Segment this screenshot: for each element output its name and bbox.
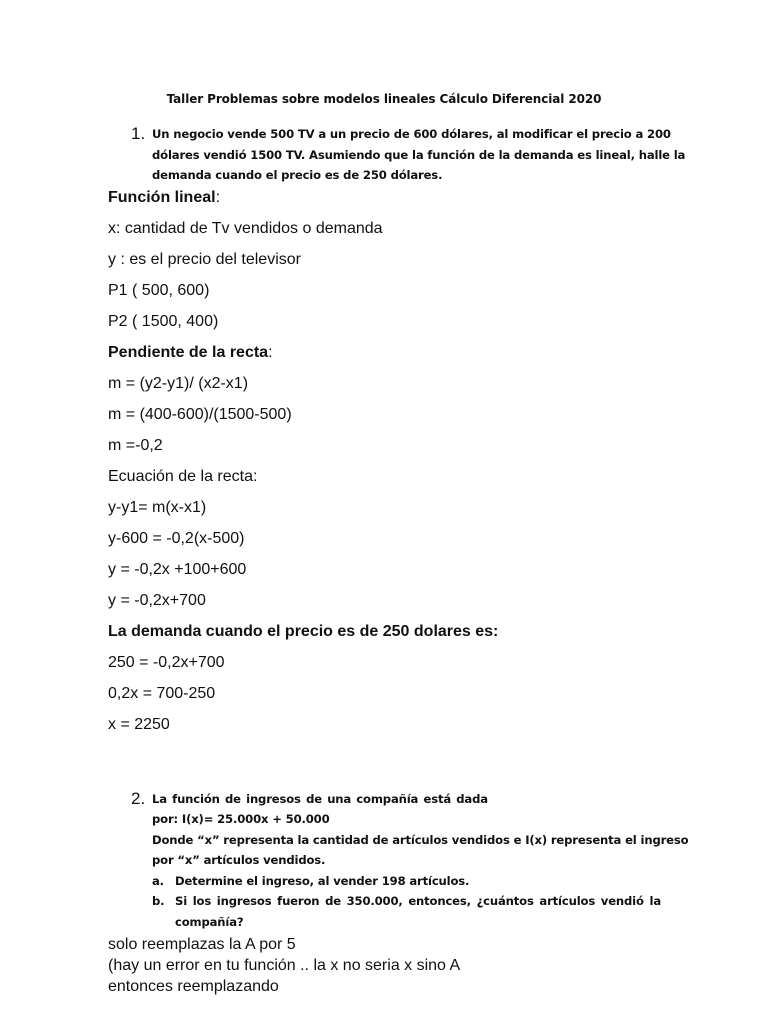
slope-substitution: m = (400-600)/(1500-500)	[108, 406, 292, 423]
problem-2-line-1	[152, 792, 488, 806]
problem-2-line-1-word: de	[306, 792, 322, 806]
demand-step-1: 250 = -0,2x+700	[108, 654, 225, 671]
item-b-label: b.	[152, 894, 165, 908]
problem-2-line-2: por: I(x)= 25.000x + 50.000	[152, 812, 330, 826]
point-2: P2 ( 1500, 400)	[108, 313, 219, 330]
item-b-line-1-word: ¿cuántos	[476, 894, 534, 908]
problem-1-line-3: demanda cuando el precio es de 250 dólares.	[152, 168, 443, 182]
point-1: P1 ( 500, 600)	[108, 282, 210, 299]
problem-1-line-1: Un negocio vende 500 TV a un precio de 600 dólares, al modificar el precio a 200	[152, 127, 671, 141]
problem-2-line-1-word: La	[152, 792, 167, 806]
item-b-line-1-word: de	[325, 894, 341, 908]
x-definition: x: cantidad de Tv vendidos o demanda	[108, 220, 383, 237]
item-b-line-1-word: vendió	[600, 894, 644, 908]
y-definition: y : es el precio del televisor	[108, 251, 301, 268]
problem-2-line-1-word: una	[327, 792, 352, 806]
problem-1-number: 1.	[131, 124, 146, 143]
problem-2-line-1-word: de	[225, 792, 241, 806]
problem-2-line-1-word: dada	[456, 792, 488, 806]
item-b-line-1-word: entonces,	[408, 894, 471, 908]
item-b-line-2: compañía?	[175, 915, 244, 929]
problem-1-line-2: dólares vendió 1500 TV. Asumiendo que la función de la demanda es lineal, halle la	[152, 147, 686, 162]
comment-line-3: entonces reemplazando	[108, 978, 279, 995]
demand-step-2: 0,2x = 700-250	[108, 685, 216, 702]
equation-step-3: y = -0,2x +100+600	[108, 561, 247, 578]
problem-2-line-1-word: está	[423, 792, 452, 806]
problem-2-line-4: por “x” artículos vendidos.	[152, 853, 326, 867]
item-b-line-1-word: 350.000,	[346, 894, 403, 908]
equation-step-2: y-600 = -0,2(x-500)	[108, 530, 245, 547]
item-b-line-1-word: ingresos	[216, 894, 272, 908]
problem-1-statement	[152, 124, 685, 186]
item-a-text: Determine el ingreso, al vender 198 artículos.	[175, 874, 470, 888]
item-b-line-1-word: la	[649, 894, 661, 908]
problem-2-line-1-word: ingresos	[246, 792, 301, 806]
problem-2-line-1-word: compañía	[356, 792, 419, 806]
item-b-line-1-word: Si	[175, 894, 188, 908]
item-b-line-1-word: artículos	[539, 894, 596, 908]
item-b-line-1-word: los	[192, 894, 212, 908]
heading-funcion-lineal: Función lineal:	[108, 189, 221, 206]
heading-demanda: La demanda cuando el precio es de 250 dolares es:	[108, 623, 499, 640]
equation-step-1: y-y1= m(x-x1)	[108, 499, 207, 516]
problem-2-number: 2.	[131, 789, 146, 808]
heading-pendiente: Pendiente de la recta:	[108, 344, 273, 361]
slope-formula: m = (y2-y1)/ (x2-x1)	[108, 375, 249, 392]
demand-result: x = 2250	[108, 716, 170, 733]
item-b-line-1	[175, 894, 661, 908]
comment-line-2: (hay un error en tu función .. la x no seria x sino A	[108, 957, 461, 974]
slope-result: m =-0,2	[108, 437, 163, 454]
problem-2-line-3: Donde “x” representa la cantidad de artículos vendidos e I(x) representa el ingreso	[152, 833, 689, 847]
equation-step-4: y = -0,2x+700	[108, 592, 206, 609]
item-a-label: a.	[152, 874, 164, 888]
comment-line-1: solo reemplazas la A por 5	[108, 936, 296, 953]
problem-2-line-1-word: función	[172, 792, 220, 806]
heading-ecuacion: Ecuación de la recta:	[108, 468, 258, 485]
item-b-line-1-word: fueron	[277, 894, 320, 908]
document-title: Taller Problemas sobre modelos lineales Cálculo Diferencial 2020	[166, 92, 602, 106]
